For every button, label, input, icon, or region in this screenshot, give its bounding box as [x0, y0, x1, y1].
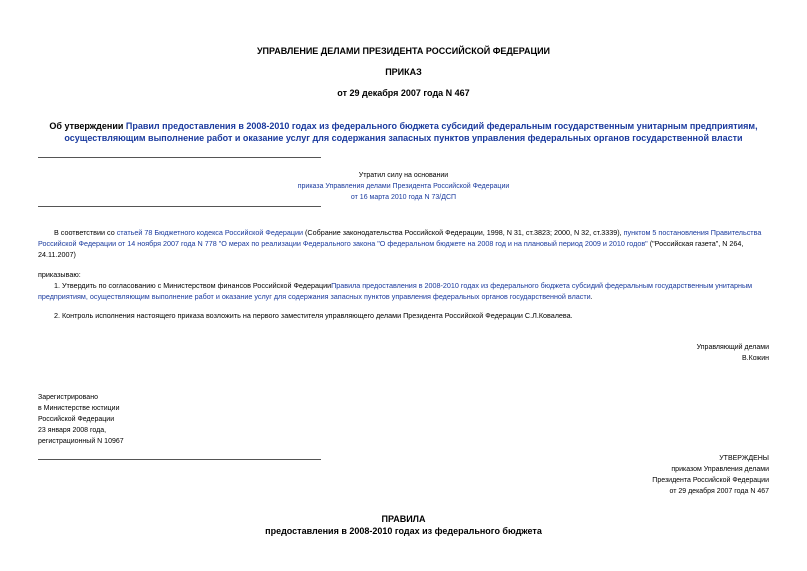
signature-role: Управляющий делами: [696, 344, 769, 351]
preamble-text: В соответствии со: [54, 228, 117, 237]
organization-heading: УПРАВЛЕНИЕ ДЕЛАМИ ПРЕЗИДЕНТА РОССИЙСКОЙ ФЕДЕРАЦИИ: [256, 46, 551, 56]
preamble-text: 24.11.2007): [38, 250, 76, 259]
approval-line: от 29 декабря 2007 года N 467: [669, 488, 769, 495]
rules-heading: ПРАВИЛА: [381, 514, 426, 524]
registration-line: в Министерстве юстиции: [38, 405, 120, 412]
signature-name: В.Кожин: [742, 355, 769, 362]
government-decree-link-continued[interactable]: Российской Федерации от 14 ноября 2007 года N 778 "О мерах по реализации Федерального закона "О федеральном бюджете на 2008 год и на плановый период 2009 и 2010 годов": [38, 239, 648, 248]
registration-line: регистрационный N 10967: [38, 438, 124, 445]
rules-link-continued[interactable]: предприятиям, осуществляющим выполнение работ и оказание услуг для содержания запасных пунктов управления федеральных органов государственной власти: [38, 292, 591, 301]
document-date-number: от 29 декабря 2007 года N 467: [337, 88, 470, 98]
document-type-heading: ПРИКАЗ: [385, 67, 422, 77]
signature-block: [697, 342, 769, 364]
rules-title-link-continued[interactable]: осуществляющим выполнение работ и оказание услуг для содержания запасных пунктов управления федеральных органов государственной власти: [64, 133, 743, 143]
preamble-text: (Собрание законодательства Российской Федерации, 1998, N 31, ст.3823; 2000, N 32, ст.3339),: [303, 228, 624, 237]
divider: [38, 206, 321, 207]
budget-code-link[interactable]: статьей 78 Бюджетного кодекса Российской Федерации: [116, 228, 304, 237]
approval-line: приказом Управления делами: [671, 466, 769, 473]
order-item-2: 2. Контроль исполнения настоящего приказа возложить на первого заместителя управляющего делами Президента Российской Федерации С.Л.Ковалева.: [54, 311, 573, 320]
approval-line: Президента Российской Федерации: [652, 477, 769, 484]
status-notice: [0, 170, 807, 203]
preamble-text: ("Российская газета", N 264,: [647, 239, 744, 248]
government-decree-link[interactable]: пунктом 5 постановления Правительства: [623, 228, 762, 237]
approval-line: УТВЕРЖДЕНЫ: [719, 455, 769, 462]
registration-line: 23 января 2008 года,: [38, 427, 107, 434]
divider: [38, 157, 321, 158]
rules-title-link[interactable]: Правил предоставления в 2008-2010 годах из федерального бюджета субсидий федеральным государственным унитарным предприятиям,: [125, 121, 758, 131]
item-text: .: [590, 292, 593, 301]
repeal-order-date-link[interactable]: от 16 марта 2010 года N 73/ДСП: [350, 194, 457, 201]
status-line: Утратил силу на основании: [358, 172, 449, 179]
order-word: приказываю:: [38, 270, 81, 279]
title-prefix: Об утверждении: [49, 121, 126, 131]
rules-link[interactable]: Правила предоставления в 2008-2010 годах из федерального бюджета субсидий федеральным государственным унитарным: [331, 281, 753, 290]
repeal-order-link[interactable]: приказа Управления делами Президента Российской Федерации: [297, 183, 510, 190]
preamble-paragraph: [38, 227, 773, 260]
rules-subheading: предоставления в 2008-2010 годах из федерального бюджета: [265, 526, 542, 536]
approval-block: [652, 453, 769, 497]
item-text: 1. Утвердить по согласованию с Министерством финансов Российской Федерации: [54, 281, 332, 290]
registration-line: Российской Федерации: [38, 416, 115, 423]
divider: [38, 459, 321, 460]
registration-block: [38, 392, 124, 447]
order-item-1: [38, 280, 773, 302]
registration-line: Зарегистрировано: [38, 394, 98, 401]
document-title: [0, 120, 807, 144]
